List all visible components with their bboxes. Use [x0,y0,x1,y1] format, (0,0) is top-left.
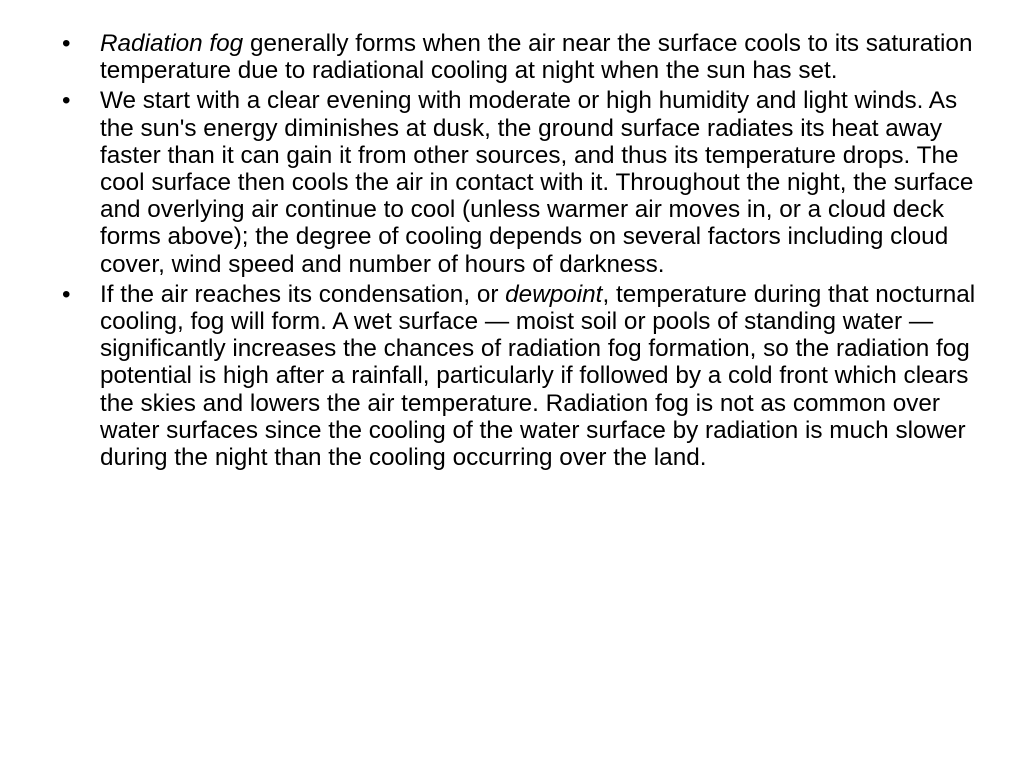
term-dewpoint: dewpoint [505,280,603,308]
bullet-marker: • [62,87,71,115]
bullet-marker: • [62,30,71,57]
bullet-text-before: If the air reaches its condensation, or [100,280,506,308]
bullet-item-dewpoint [62,281,977,471]
bullet-text: generally forms when the air near the surface cools to its saturation temperature due to radiational cooling at night when the sun has set. [100,30,973,85]
bullet-marker: • [62,280,71,308]
bullet-item-clear-evening [62,87,977,277]
term-radiation-fog: Radiation fog [100,30,244,57]
bullet-text-after: , temperature during that nocturnal cooling, fog will form. A wet surface — moist soil or pools of standing water — significantly increases the chances of radiation fog formation, so the radiation fog potential is high after a rainfall, particularly if followed by a cold front which clears the skies and lowers the air temperature. Radiation fog is not as common over water surfaces since the cooling of the water surface by radiation is much slower during the night than the cooling occurring over the land. [100,280,976,472]
bullet-list [62,30,977,474]
bullet-item-radiation-fog [62,30,977,84]
bullet-text: We start with a clear evening with moderate or high humidity and light winds. As the sun's energy diminishes at dusk, the ground surface radiates its heat away faster than it can gain it from other sources, and thus its temperature drops. The cool surface then cools the air in contact with it. Throughout the night, the surface and overlying air continue to cool (unless warmer air moves in, or a cloud deck forms above); the degree of cooling depends on several factors including cloud cover, wind speed and number of hours of darkness. [100,87,974,278]
